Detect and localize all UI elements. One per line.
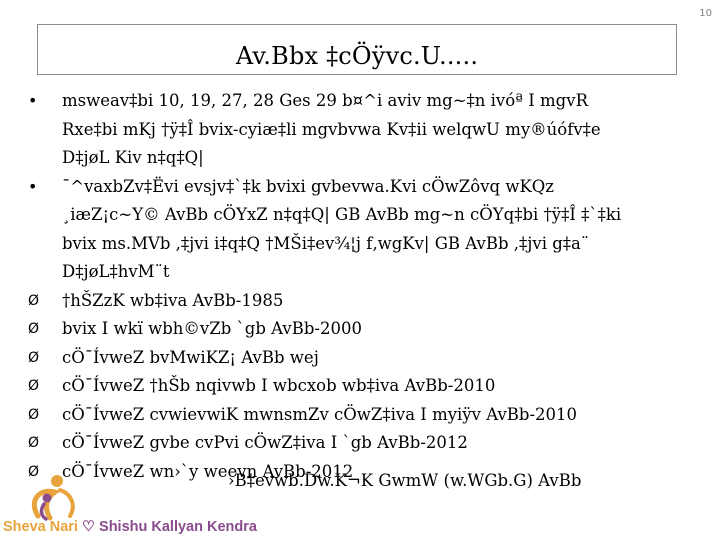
- list-item: [28, 401, 688, 430]
- list-item: [28, 315, 688, 344]
- list-item-line: †hŠZzK wb‡iva AvBb-1985: [62, 290, 284, 310]
- slide-title: Av.Bbx ‡cÖÿvc.U.....: [235, 42, 479, 70]
- list-item-text: [62, 315, 688, 344]
- bullet-arrow-icon: Ø: [28, 321, 40, 337]
- list-item-text: [62, 287, 688, 316]
- title-box: [37, 24, 677, 75]
- list-item-line: D‡jøL Kiv n‡q‡Q|: [62, 148, 204, 167]
- list-item-line: cÖ¯ÍvweZ bvMwiKZ¡ AvBb wej: [62, 347, 319, 367]
- list-item-text: [62, 429, 688, 458]
- bullet-arrow-icon: Ø: [28, 349, 40, 366]
- list-item: [28, 429, 688, 458]
- list-item: [28, 287, 688, 316]
- list-item-text: [62, 87, 688, 173]
- list-item-text: [62, 401, 688, 430]
- bullet-dot-icon: •: [28, 91, 38, 110]
- bullet-arrow-icon: Ø: [28, 435, 40, 451]
- bullet-arrow-icon: Ø: [28, 463, 40, 480]
- list-item-line: cÖ¯ÍvweZ cvwievwiK mwnsmZv cÖwZ‡iva I myiÿv AvBb-2010: [62, 404, 578, 424]
- list-item-line: ¸iæZ¡c~Y© AvBb cÖYxZ n‡q‡Q| GB AvBb mg~n cÖYq‡bi †ÿ‡Î ‡`‡ki: [62, 205, 622, 224]
- bullet-list: [28, 87, 688, 486]
- list-item-line: cÖ¯ÍvweZ †hŠb nqivwb I wbcxob wb‡iva AvBb-2010: [62, 376, 496, 395]
- list-item-line: msweav‡bi 10, 19, 27, 28 Ges 29 b¤^i aviv mg~‡n ivóª I mgvR: [62, 91, 588, 110]
- list-item-line: cÖ¯ÍvweZ gvbe cvPvi cÖwZ‡iva I `gb AvBb-2012: [62, 433, 468, 452]
- list-item-text: [62, 173, 688, 287]
- logo-figure-icon: [34, 475, 72, 519]
- list-item-line: ¯^vaxbZv‡Ëvi evsjv‡`‡k bvixi gvbevwa.Kvi cÖwZôvq wKQz: [62, 176, 554, 196]
- bullet-arrow-icon: Ø: [28, 406, 40, 423]
- list-item-line: bvix I wkï wbh©vZb `gb AvBb-2000: [62, 319, 362, 338]
- organization-name-part1: Sheva Nari: [3, 519, 78, 535]
- list-item: [28, 87, 688, 173]
- list-item: [28, 344, 688, 373]
- organization-name-part2: Shishu Kallyan Kendra: [99, 519, 257, 535]
- page-number: 10: [699, 8, 712, 19]
- list-item-text: [62, 344, 688, 373]
- organization-name: [3, 519, 257, 535]
- list-item-text: [62, 372, 688, 401]
- bullet-dot-icon: •: [28, 176, 38, 196]
- heart-icon: ♡: [82, 519, 95, 535]
- list-item-line: bvix ms.MVb ,‡jvi i‡q‡Q †MŠi‡ev¾¦j f‚wgKv| GB AvBb ,‡jvi g‡a¨: [62, 233, 590, 253]
- list-item: [28, 173, 688, 287]
- bullet-arrow-icon: Ø: [28, 292, 40, 309]
- partial-line: ›B‡evwb.Dw.K¬K GwmW (w.WGb.G) AvBb: [228, 471, 582, 490]
- list-item-line: cÖ¯ÍvweZ wn›`y weevn AvBb-2012: [62, 461, 354, 481]
- bullet-arrow-icon: Ø: [28, 378, 40, 394]
- list-item: [28, 372, 688, 401]
- list-item-line: D‡jøL‡hvM¨t: [62, 262, 170, 281]
- list-item-line: Rxe‡bi mKj †ÿ‡Î bvix-cyiæ‡li mgvbvwa Kv‡ii welqwU my®úófv‡e: [62, 119, 601, 139]
